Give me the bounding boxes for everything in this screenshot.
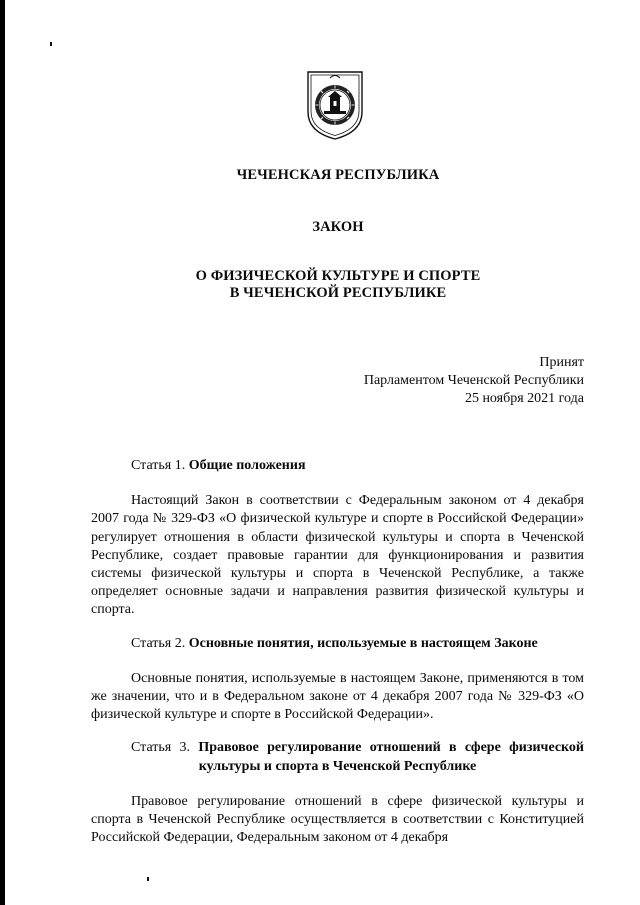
scan-border: [0, 0, 5, 905]
article-title: Правовое регулирование отношений в сфере физической культуры и спорта в Чеченской Республике: [198, 740, 584, 774]
law-title: [18, 268, 640, 302]
adoption-line-1: Принят: [539, 355, 584, 370]
article-1-text: Настоящий Закон в соответствии с Федеральным законом от 4 декабря 2007 года № 329-ФЗ «О физической культуре и спорте в Российской Федерации» регулирует отношения в области физической культуры и спорта в Чеченской Республике, создает правовые гарантии для функционирования и развития системы физической культуры и спорта в Чеченской Республике, а также определяет основные задачи и направления развития физической культуры и спорта.: [91, 493, 584, 618]
adoption-line-3: 25 ноября 2021 года: [464, 391, 584, 406]
article-3-heading: [91, 739, 584, 775]
article-number: Статья 2.: [131, 635, 186, 651]
article-title: Общие положения: [188, 458, 306, 473]
scan-speck: [147, 877, 149, 881]
document-type: ЗАКОН: [312, 219, 364, 235]
article-2-text: Основные понятия, используемые в настоящем Законе, применяются в том же значении, что и в Федеральном законе от 4 декабря 2007 года № 329-ФЗ «О физической культуре и спорте в Российской Федерации».: [91, 670, 584, 723]
chechen-republic-coat-of-arms-icon: [304, 68, 366, 142]
article-2-heading: [91, 635, 584, 653]
adoption-block: [364, 354, 584, 408]
law-title-line-2: В ЧЕЧЕНСКОЙ РЕСПУБЛИКЕ: [229, 285, 447, 301]
adoption-line-2: Парламентом Чеченской Республики: [363, 373, 584, 388]
article-3-text: Правовое регулирование отношений в сфере физической культуры и спорта в Чеченской Республике осуществляется в соответствии с Конституцией Российской Федерации, Федеральным законом от 4 декабря: [91, 793, 584, 846]
republic-name: ЧЕЧЕНСКАЯ РЕСПУБЛИКА: [236, 167, 440, 183]
scan-speck: [50, 42, 52, 46]
law-title-line-1: О ФИЗИЧЕСКОЙ КУЛЬТУРЕ И СПОРТЕ: [195, 268, 481, 284]
article-number: Статья 1.: [131, 458, 186, 473]
law-body: [91, 457, 584, 847]
article-number: Статья 3.: [131, 740, 191, 756]
article-1-heading: [91, 457, 584, 475]
article-title: Основные понятия, используемые в настоящем Законе: [188, 635, 538, 651]
